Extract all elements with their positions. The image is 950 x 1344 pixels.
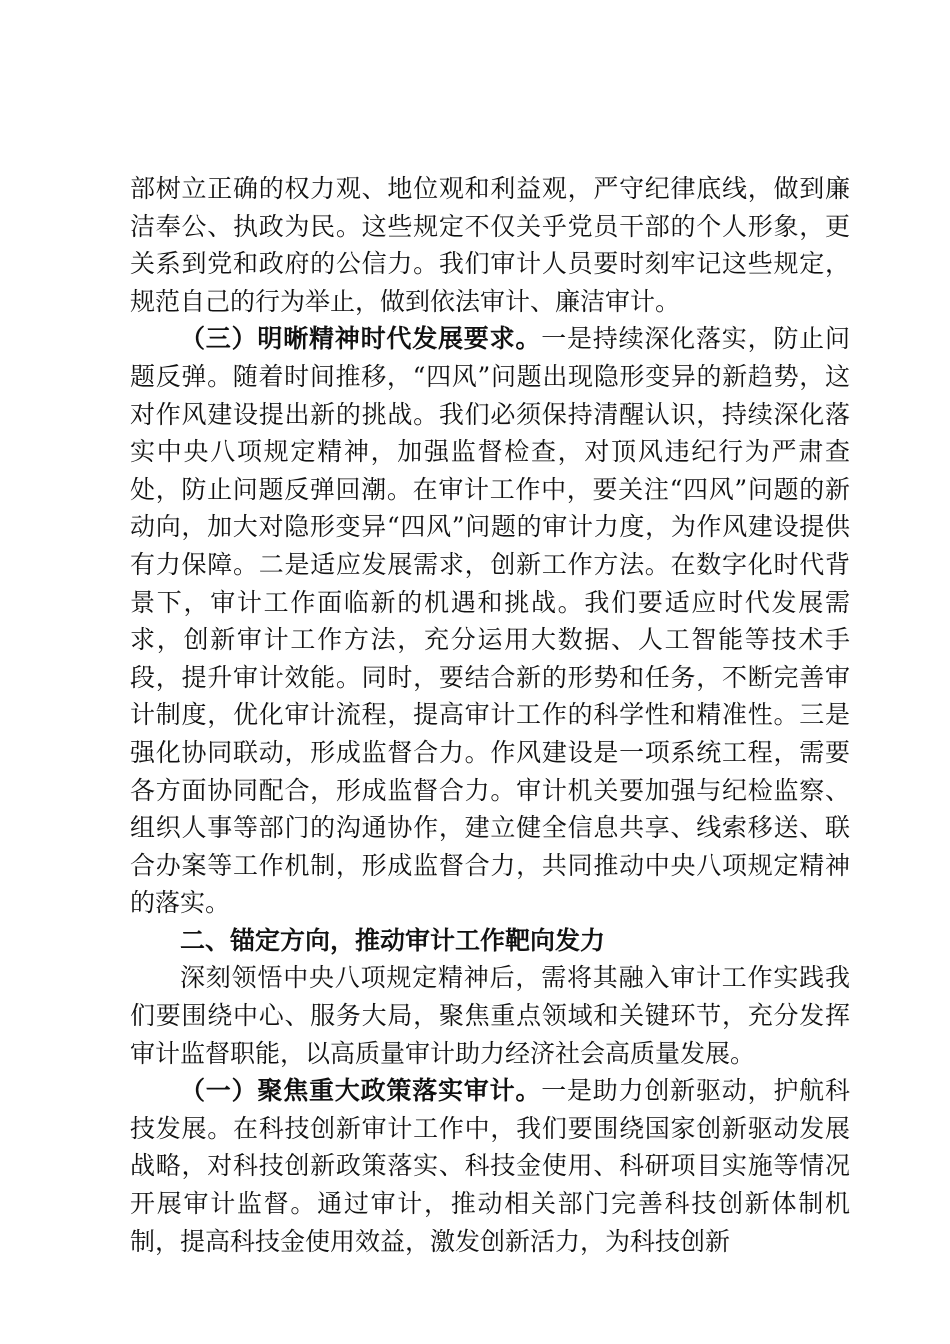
section-lead-heading: （一）聚焦重大政策落实审计。	[180, 1076, 542, 1106]
paragraph-text: 深刻领悟中央八项规定精神后，需将其融入审计工作实践我们要围绕中心、服务大局，聚焦重点领域和关键环节，充分发挥审计监督职能，以高质量审计助力经济社会高质量发展。	[130, 963, 850, 1068]
paragraph-text: 部树立正确的权力观、地位观和利益观，严守纪律底线，做到廉洁奉公、执政为民。这些规定不仅关乎党员干部的个人形象，更关系到党和政府的公信力。我们审计人员要时刻牢记这些规定，规范自己的行为举止，做到依法审计、廉洁审计。	[130, 174, 850, 316]
paragraph-text: 一是助力创新驱动，护航科技发展。在科技创新审计工作中，我们要围绕国家创新驱动发展战略，对科技创新政策落实、科技金使用、科研项目实施等情况开展审计监督。通过审计，推动相关部门完善科技创新体制机制，提高科技金使用效益，激发创新活力，为科技创新	[130, 1076, 850, 1256]
paragraph-text: 一是持续深化落实，防止问题反弹。随着时间推移，“四风”问题出现隐形变异的新趋势，这对作风建设提出新的挑战。我们必须保持清醒认识，持续深化落实中央八项规定精神，加强监督检查，对顶风违纪行为严肃查处，防止问题反弹回潮。在审计工作中，要关注“四风”问题的新动向，加大对隐形变异“四风”问题的审计力度，为作风建设提供有力保障。二是适应发展需求，创新工作方法。在数字化时代背景下，审计工作面临新的机遇和挑战。我们要适应时代发展需求，创新审计工作方法，充分运用大数据、人工智能等技术手段，提升审计效能。同时，要结合新的形势和任务，不断完善审计制度，优化审计流程，提高审计工作的科学性和精准性。三是强化协同联动，形成监督合力。作风建设是一项系统工程，需要各方面协同配合，形成监督合力。审计机关要加强与纪检监察、组织人事等部门的沟通协作，建立健全信息共享、线索移送、联合办案等工作机制，形成监督合力，共同推动中央八项规定精神的落实。	[130, 324, 850, 918]
paragraph-section-one	[130, 1072, 850, 1260]
section-lead-heading: （三）明晰精神时代发展要求。	[180, 324, 542, 354]
paragraph-intro	[130, 959, 850, 1072]
paragraph-continued	[130, 170, 850, 320]
chapter-heading: 二、锚定方向，推动审计工作靶向发力	[180, 925, 606, 955]
document-body	[130, 170, 850, 1260]
paragraph-section-three	[130, 320, 850, 922]
